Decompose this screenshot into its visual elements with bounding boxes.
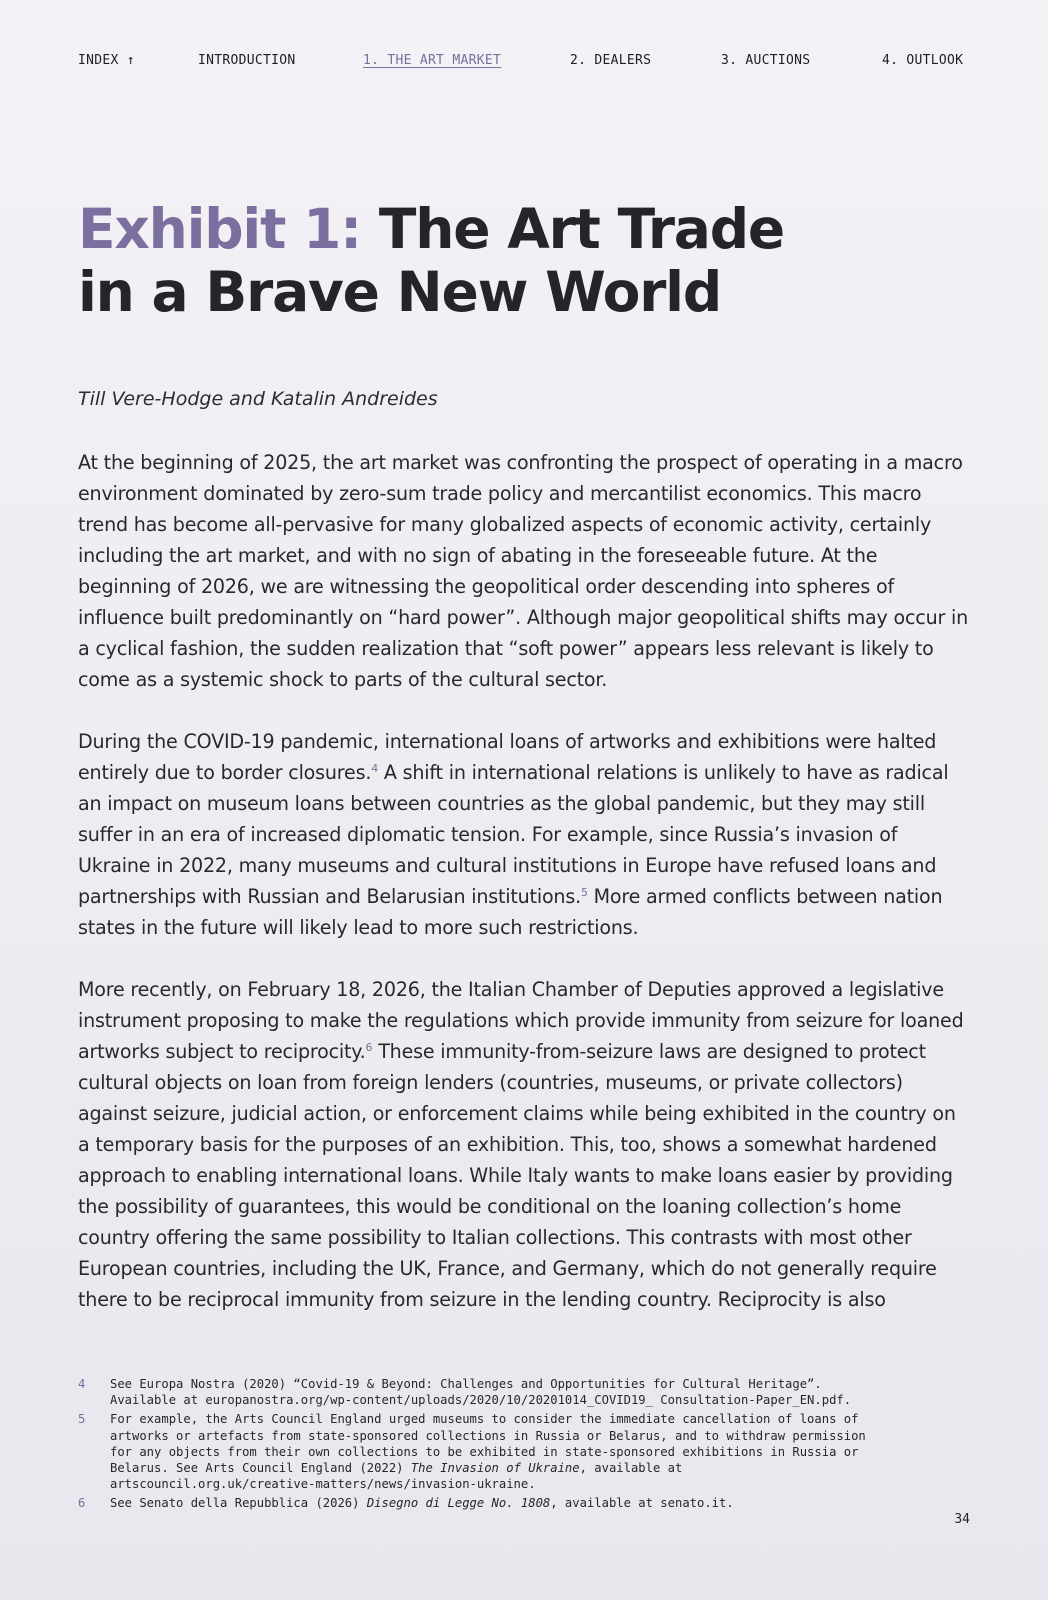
footnote-number: 5 bbox=[78, 1412, 86, 1427]
page-number: 34 bbox=[954, 1512, 970, 1527]
authors: Till Vere-Hodge and Katalin Andreides bbox=[78, 388, 438, 410]
footnotes bbox=[78, 1376, 888, 1515]
footnote-5-title: The Invasion of Ukraine bbox=[410, 1461, 580, 1476]
footnote-text bbox=[110, 1411, 888, 1492]
title-line-1: The Art Trade bbox=[360, 197, 784, 261]
footnote-6 bbox=[78, 1495, 888, 1511]
footnote-text: See Europa Nostra (2020) “Covid-19 & Beyond: Challenges and Opportunities for Cultural Heritage”. Available at europanostra.org/wp-content/uploads/2020/10/20201014_COVID19_ Consultation-Paper_EN.pdf. bbox=[110, 1377, 852, 1408]
title-exhibit-label: Exhibit 1: bbox=[78, 197, 361, 261]
footnote-ref-4[interactable]: 4 bbox=[371, 762, 379, 775]
nav-introduction-link[interactable]: INTRODUCTION bbox=[198, 53, 296, 68]
footnote-ref-6[interactable]: 6 bbox=[365, 1041, 373, 1054]
nav-dealers-link[interactable]: 2. DEALERS bbox=[570, 53, 652, 68]
footnote-number: 4 bbox=[78, 1377, 86, 1391]
title-line-2: in a Brave New World bbox=[78, 260, 722, 324]
footnote-5-text-a: For example, the Arts Council England urged museums to consider the immediate cancellation of loans of artworks or artefacts from state-sponsored collections in Russia or Belarus, and to withdraw permission for any objects from their own collections to be exhibited in state-sponsored exhibitions in Russia or Belarus. See Arts Council England (2022) bbox=[110, 1412, 866, 1476]
footnote-5-text-b: , available at artscouncil.org.uk/creative-matters/news/invasion-ukraine. bbox=[110, 1461, 683, 1492]
article-body bbox=[78, 447, 971, 1346]
paragraph-1: At the beginning of 2025, the art market was confronting the prospect of operating in a macro environment dominated by zero-sum trade policy and mercantilist economics. This macro trend has become all-pervasive for many globalized aspects of economic activity, certainly including the art market, and with no sign of abating in the foreseeable future. At the beginning of 2026, we are witnessing the geopolitical order descending into spheres of influence built predominantly on “hard power”. Although major geopolitical shifts may occur in a cyclical fashion, the sudden realization that “soft power” appears less relevant is likely to come as a systemic shock to parts of the cultural sector. bbox=[78, 451, 969, 691]
paragraph-3-text-b: These immunity-from-seizure laws are designed to protect cultural objects on loan from foreign lenders (countries, museums, or private collectors) against seizure, judicial action, or enforcement claims while being exhibited in the country on a temporary basis for the purposes of an exhibition. This, too, shows a somewhat hardened approach to enabling international loans. While Italy wants to make loans easier by providing the possibility of guarantees, this would be conditional on the loaning collection’s home country offering the same possibility to Italian collections. This contrasts with most other European countries, including the UK, France, and Germany, which do not generally require there to be reciprocal immunity from seizure in the lending country. Reciprocity is also bbox=[78, 1040, 956, 1311]
paragraph-3-text-a: More recently, on February 18, 2026, the Italian Chamber of Deputies approved a legislative instrument proposing to make the regulations which provide immunity from seizure for loaned artworks subject to reciprocity. bbox=[78, 978, 964, 1063]
paragraph-2-text-a: During the COVID-19 pandemic, international loans of artworks and exhibitions were halted entirely due to border closures. bbox=[78, 730, 937, 784]
paragraph-2-text-b: A shift in international relations is unlikely to have as radical an impact on museum loans between countries as the global pandemic, but they may still suffer in an era of increased diplomatic tension. For example, since Russia’s invasion of Ukraine in 2022, many museums and cultural institutions in Europe have refused loans and partnerships with Russian and Belarusian institutions. bbox=[78, 761, 949, 908]
footnote-ref-5[interactable]: 5 bbox=[580, 886, 588, 899]
paragraph-2 bbox=[78, 726, 971, 943]
nav-index-link[interactable]: INDEX ↑ bbox=[78, 53, 135, 68]
paragraph-3 bbox=[78, 974, 971, 1315]
footnote-6-title: Disegno di Legge No. 1808 bbox=[366, 1496, 551, 1511]
footnote-text bbox=[110, 1495, 888, 1511]
footnote-4 bbox=[78, 1376, 888, 1408]
nav-outlook-link[interactable]: 4. OUTLOOK bbox=[882, 53, 964, 68]
page-title bbox=[78, 198, 958, 324]
nav-auctions-link[interactable]: 3. AUCTIONS bbox=[721, 53, 811, 68]
nav-art-market-link[interactable]: 1. THE ART MARKET bbox=[363, 53, 502, 68]
top-navigation bbox=[78, 53, 970, 73]
footnote-number: 6 bbox=[78, 1496, 86, 1511]
paragraph-2-text-c: More armed conflicts between nation states in the future will likely lead to more such restrictions. bbox=[78, 885, 943, 939]
footnote-6-text-b: , available at senato.it. bbox=[550, 1496, 734, 1511]
footnote-6-text-a: See Senato della Repubblica (2026) bbox=[110, 1496, 367, 1511]
footnote-5 bbox=[78, 1411, 888, 1492]
